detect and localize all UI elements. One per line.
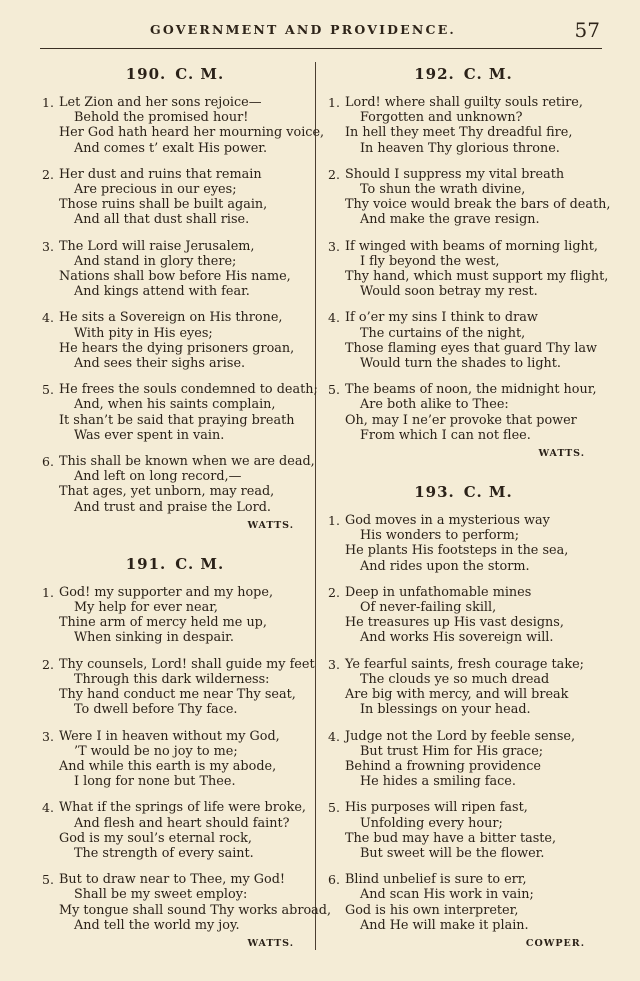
verse-line: But trust Him for His grace; <box>360 743 544 759</box>
verse-line: And scan His work in vain; <box>360 887 534 903</box>
verse-line: He frees the souls condemned to death; <box>59 382 318 398</box>
stanza-number: 5. <box>328 382 340 398</box>
stanza-number: 1. <box>328 513 340 529</box>
verse-line: God is his own interpreter, <box>345 902 519 918</box>
stanza <box>40 585 310 646</box>
verse-line: Her God hath heard her mourning voice, <box>59 125 325 141</box>
verse-line: And all that dust shall rise. <box>74 212 250 228</box>
verse-line: And make the grave resign. <box>360 212 540 228</box>
stanza <box>40 95 325 156</box>
column-divider <box>315 62 316 950</box>
header-rule <box>40 48 602 49</box>
verse-line: To dwell before Thy face. <box>74 702 238 718</box>
verse-line: From which I can not flee. <box>360 427 531 443</box>
stanza <box>40 729 310 790</box>
verse-line: The strength of every saint. <box>74 845 254 861</box>
verse-line: He sits a Sovereign on His throne, <box>59 310 283 326</box>
verse-line: He hides a smiling face. <box>360 774 516 790</box>
verse-line: That ages, yet unborn, may read, <box>59 484 275 500</box>
hymn-meter: C. M. <box>463 483 513 502</box>
stanza <box>40 656 315 718</box>
verse-line: Are precious in our eyes; <box>74 182 237 198</box>
verse-line: The beams of noon, the midnight hour, <box>345 382 597 398</box>
verse-line: My help for ever near, <box>74 600 218 616</box>
verse-line: And stand in glory there; <box>74 253 237 269</box>
verse-line: Ye fearful saints, fresh courage take; <box>345 656 584 672</box>
stanza <box>326 310 601 371</box>
verse-line: I long for none but Thee. <box>74 774 236 790</box>
author-attribution: WATTS. <box>247 519 294 531</box>
page-number: 57 <box>574 18 600 42</box>
verse-line: Are both alike to Thee: <box>360 397 509 413</box>
stanza <box>40 872 332 933</box>
verse-line: To shun the wrath divine, <box>360 182 526 198</box>
verse-line: Shall be my sweet employ: <box>74 887 248 903</box>
stanza-number: 4. <box>328 728 340 744</box>
verse-line: And comes t’ exalt His power. <box>74 140 268 156</box>
verse-line: And flesh and heart should faint? <box>74 815 290 831</box>
stanza <box>326 585 601 646</box>
stanza <box>326 95 601 156</box>
right-column <box>326 56 611 952</box>
hymn-number: 193. <box>414 483 455 502</box>
verse-line: And rides upon the storm. <box>360 558 530 574</box>
verse-line: Are big with mercy, and will break <box>345 687 569 703</box>
verse-line: Thy hand, which must support my flight, <box>345 269 609 285</box>
verse-line: In heaven Thy glorious throne. <box>360 140 560 156</box>
hymn-meter: C. M. <box>175 65 225 83</box>
stanza <box>40 239 310 300</box>
verse-line: Through this dark wilderness: <box>74 671 270 687</box>
verse-line: Forgotten and unknown? <box>360 110 523 126</box>
verse-line: Oh, may I ne’er provoke that power <box>345 412 577 428</box>
verse-line: But sweet will be the flower. <box>360 845 545 861</box>
stanza <box>326 238 609 300</box>
verse-line: I fly beyond the west, <box>360 253 500 269</box>
verse-line: God moves in a mysterious way <box>345 513 550 529</box>
verse-line: In hell they meet Thy dreadful fire, <box>345 125 573 141</box>
verse-line: If o’er my sins I think to draw <box>345 310 538 326</box>
verse-line: Thine arm of mercy held me up, <box>59 615 267 631</box>
stanza <box>40 454 315 515</box>
stanza <box>326 166 611 228</box>
left-column <box>40 56 332 952</box>
running-head <box>0 18 640 46</box>
stanza-number: 4. <box>328 310 340 326</box>
stanza-number: 4. <box>42 800 54 816</box>
stanza-number: 2. <box>42 656 54 672</box>
stanza <box>326 382 601 443</box>
stanza <box>326 657 601 718</box>
stanza-number: 3. <box>328 238 340 254</box>
verse-line: What if the springs of life were broke, <box>59 800 306 816</box>
stanza-number: 5. <box>42 382 54 398</box>
verse-line: Would turn the shades to light. <box>360 356 562 372</box>
stanza <box>326 872 601 933</box>
hymn-meter: C. M. <box>463 65 513 83</box>
verse-line: And kings attend with fear. <box>74 284 250 300</box>
verse-line: Thy hand conduct me near Thy seat, <box>59 687 296 703</box>
stanza-number: 2. <box>328 166 340 182</box>
verse-line: Was ever spent in vain. <box>74 427 225 443</box>
verse-line: And trust and praise the Lord. <box>74 499 271 515</box>
stanza-number: 5. <box>42 872 54 888</box>
stanza-number: 5. <box>328 800 340 816</box>
hymn-190 <box>40 64 325 546</box>
stanza <box>40 800 310 861</box>
stanza-number: 6. <box>42 454 54 470</box>
verse-line: If winged with beams of morning light, <box>345 238 598 254</box>
verse-line: With pity in His eyes; <box>74 325 213 341</box>
stanza-number: 1. <box>42 584 54 600</box>
stanza-number: 2. <box>42 166 54 182</box>
verse-line: In blessings on your head. <box>360 702 531 718</box>
stanza-number: 1. <box>328 95 340 110</box>
verse-line: Behind a frowning providence <box>345 758 541 774</box>
verse-line: And tell the world my joy. <box>74 917 240 933</box>
verse-line: God is my soul’s eternal rock, <box>59 830 252 846</box>
verse-line: And, when his saints complain, <box>74 397 276 413</box>
verse-line: Behold the promised hour! <box>74 110 249 126</box>
verse-line: Those ruins shall be built again, <box>59 197 268 213</box>
verse-line: Were I in heaven without my God, <box>59 728 280 744</box>
stanza-number: 2. <box>328 584 340 600</box>
hymn-192 <box>326 64 611 474</box>
stanza <box>326 513 601 574</box>
verse-line: The bud may have a bitter taste, <box>345 830 557 846</box>
verse-line: Of never-failing skill, <box>360 600 497 616</box>
verse-line: And left on long record,— <box>74 469 242 485</box>
verse-line: Nations shall bow before His name, <box>59 269 291 285</box>
verse-line: Her dust and ruins that remain <box>59 166 262 182</box>
author-attribution: WATTS. <box>538 448 585 460</box>
verse-line: When sinking in despair. <box>74 630 234 646</box>
verse-line: Blind unbelief is sure to err, <box>345 872 527 888</box>
stanza <box>40 382 318 443</box>
verse-line: He treasures up His vast designs, <box>345 615 564 631</box>
verse-line: And sees their sighs arise. <box>74 356 246 372</box>
stanza-number: 3. <box>42 728 54 744</box>
hymn-heading <box>40 64 310 84</box>
verse-line: Lord! where shall guilty souls retire, <box>345 95 583 110</box>
stanza-number: 6. <box>328 872 340 888</box>
verse-line: The curtains of the night, <box>360 325 526 341</box>
verse-line: He plants His footsteps in the sea, <box>345 543 569 559</box>
stanza-number: 3. <box>42 238 54 254</box>
hymn-heading <box>326 482 601 502</box>
verse-line: The clouds ye so much dread <box>360 671 550 687</box>
author-attribution: WATTS. <box>247 937 294 949</box>
hymn-191 <box>40 554 332 950</box>
verse-line: And works His sovereign will. <box>360 630 554 646</box>
verse-line: Should I suppress my vital breath <box>345 166 565 182</box>
verse-line: The Lord will raise Jerusalem, <box>59 238 255 254</box>
verse-line: And while this earth is my abode, <box>59 758 277 774</box>
verse-line: It shan’t be said that praying breath <box>59 412 295 428</box>
hymn-number: 191. <box>125 554 167 573</box>
hymn-193 <box>326 482 601 950</box>
author-attribution: COWPER. <box>525 937 585 949</box>
hymn-heading <box>326 64 601 84</box>
verse-line: His purposes will ripen fast, <box>345 800 528 816</box>
verse-line: God! my supporter and my hope, <box>59 584 274 600</box>
verse-line: Unfolding every hour; <box>360 815 503 831</box>
hymn-number: 190. <box>125 65 167 83</box>
verse-line: Let Zion and her sons rejoice— <box>59 95 262 110</box>
stanza-number: 3. <box>328 656 340 672</box>
stanza <box>326 800 601 861</box>
verse-line: But to draw near to Thee, my God! <box>59 872 286 888</box>
running-title: GOVERNMENT AND PROVIDENCE. <box>150 22 456 37</box>
verse-line: Deep in unfathomable mines <box>345 584 532 600</box>
verse-line: This shall be known when we are dead, <box>59 454 315 470</box>
verse-line: Those flaming eyes that guard Thy law <box>345 340 598 356</box>
verse-line: His wonders to perform; <box>360 528 520 544</box>
verse-line: Thy voice would break the bars of death, <box>345 197 611 213</box>
hymn-heading <box>40 554 310 574</box>
verse-line: Would soon betray my rest. <box>360 284 538 300</box>
stanza-number: 4. <box>42 310 54 326</box>
verse-line: Thy counsels, Lord! shall guide my feet <box>59 656 315 672</box>
verse-line: ’T would be no joy to me; <box>74 743 238 759</box>
verse-line: And He will make it plain. <box>360 917 529 933</box>
verse-line: He hears the dying prisoners groan, <box>59 340 295 356</box>
stanza <box>326 729 601 790</box>
stanza <box>40 310 310 371</box>
verse-line: Judge not the Lord by feeble sense, <box>345 728 576 744</box>
stanza-number: 1. <box>42 95 54 110</box>
hymn-meter: C. M. <box>175 554 225 573</box>
stanza <box>40 167 310 228</box>
hymn-number: 192. <box>414 65 455 83</box>
verse-line: My tongue shall sound Thy works abroad, <box>59 902 332 918</box>
